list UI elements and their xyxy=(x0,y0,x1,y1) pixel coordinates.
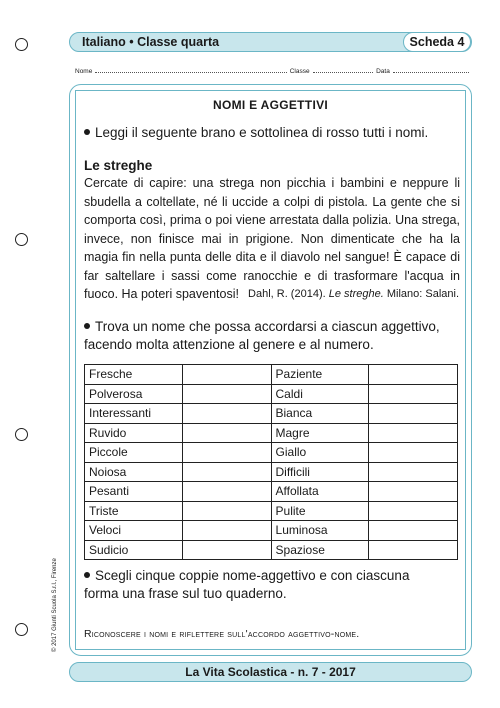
answer-cell[interactable] xyxy=(182,404,271,424)
table-row xyxy=(85,384,458,404)
table-row xyxy=(85,482,458,502)
binder-hole xyxy=(15,233,28,246)
adjective-cell: Polverosa xyxy=(85,384,183,404)
adjective-cell: Piccole xyxy=(85,443,183,463)
instruction-2-text: Trova un nome che possa accordarsi a ciascun aggettivo, facendo molta attenzione al genere e al numero. xyxy=(84,319,440,352)
adjective-cell: Veloci xyxy=(85,521,183,541)
table-row xyxy=(85,404,458,424)
subject-label: Italiano • Classe quarta xyxy=(82,35,220,49)
table-row xyxy=(85,501,458,521)
page-header xyxy=(69,32,472,52)
instruction-3 xyxy=(84,567,439,603)
student-fields xyxy=(75,67,472,75)
answer-cell[interactable] xyxy=(182,365,271,385)
table-row xyxy=(85,540,458,560)
adjective-cell: Noiosa xyxy=(85,462,183,482)
story-source xyxy=(248,288,459,300)
adjective-cell: Ruvido xyxy=(85,423,183,443)
adjective-cell: Paziente xyxy=(271,365,369,385)
adjective-cell: Bianca xyxy=(271,404,369,424)
adjective-cell: Triste xyxy=(85,501,183,521)
page-footer: La Vita Scolastica - n. 7 - 2017 xyxy=(69,662,472,682)
answer-cell[interactable] xyxy=(369,384,458,404)
table-row xyxy=(85,443,458,463)
instruction-1-text: Leggi il seguente brano e sottolinea di rosso tutti i nomi. xyxy=(95,125,429,140)
answer-cell[interactable] xyxy=(369,423,458,443)
table-row xyxy=(85,423,458,443)
answer-cell[interactable] xyxy=(182,521,271,541)
page-title: NOMI E AGGETTIVI xyxy=(212,98,329,112)
adjective-cell: Sudicio xyxy=(85,540,183,560)
source-author: Dahl, R. (2014). xyxy=(248,288,326,300)
answer-cell[interactable] xyxy=(182,501,271,521)
adjective-cell: Pulite xyxy=(271,501,369,521)
learning-objective: Riconoscere i nomi e riflettere sull'accordo aggettivo-nome. xyxy=(84,628,360,640)
story-text: Cercate di capire: una strega non picchia i bambini e neppure li sbudella a coltellate, né li uccide a colpi di pistola. La gente che si comporta così, prima o poi viene arrestata dalla polizia. Una strega, invece, non finisce mai in prigione. Non dimenticate che ha la magia fin nella punta delle dita e il diavolo nel sangue! È capace di far saltellare i sassi come ranocchie e di trasformare l'acqua in fuoco. Ha poteri spaventosi! xyxy=(84,176,460,301)
adjective-cell: Difficili xyxy=(271,462,369,482)
class-line xyxy=(313,67,374,73)
name-line xyxy=(95,67,286,73)
binder-hole xyxy=(15,623,28,636)
answer-cell[interactable] xyxy=(182,443,271,463)
adjective-cell: Caldi xyxy=(271,384,369,404)
table-row xyxy=(85,521,458,541)
answer-cell[interactable] xyxy=(369,404,458,424)
source-publisher: Milano: Salani. xyxy=(386,288,459,300)
binder-hole xyxy=(15,38,28,51)
copyright-notice: © 2017 Giunti Scuola S.r.l., Firenze xyxy=(52,558,58,652)
answer-cell[interactable] xyxy=(182,540,271,560)
sheet-badge: Scheda 4 xyxy=(403,32,471,52)
adjective-cell: Affollata xyxy=(271,482,369,502)
binder-hole xyxy=(15,428,28,441)
table-row xyxy=(85,462,458,482)
adjective-cell: Magre xyxy=(271,423,369,443)
adjective-cell: Spaziose xyxy=(271,540,369,560)
adjective-cell: Pesanti xyxy=(85,482,183,502)
instruction-1 xyxy=(84,124,469,142)
answer-cell[interactable] xyxy=(369,482,458,502)
bullet-icon xyxy=(84,129,90,135)
answer-cell[interactable] xyxy=(369,365,458,385)
class-label: Classe xyxy=(289,68,310,75)
answer-cell[interactable] xyxy=(369,443,458,463)
bullet-icon xyxy=(84,572,90,578)
adjective-cell: Luminosa xyxy=(271,521,369,541)
name-label: Nome xyxy=(75,68,93,75)
date-label: Data xyxy=(376,68,390,75)
date-line xyxy=(393,67,469,73)
answer-cell[interactable] xyxy=(369,521,458,541)
answer-cell[interactable] xyxy=(369,501,458,521)
source-title: Le streghe. xyxy=(328,288,384,300)
instruction-3-text: Scegli cinque coppie nome-aggettivo e con ciascuna forma una frase sul tuo quaderno. xyxy=(84,568,410,601)
answer-cell[interactable] xyxy=(182,462,271,482)
instruction-2 xyxy=(84,318,462,354)
answer-cell[interactable] xyxy=(369,462,458,482)
bullet-icon xyxy=(84,323,90,329)
adjectives-table xyxy=(84,364,458,560)
table-row xyxy=(85,365,458,385)
story-title: Le streghe xyxy=(84,158,153,173)
answer-cell[interactable] xyxy=(182,482,271,502)
answer-cell[interactable] xyxy=(369,540,458,560)
adjective-cell: Interessanti xyxy=(85,404,183,424)
answer-cell[interactable] xyxy=(182,423,271,443)
adjective-cell: Fresche xyxy=(85,365,183,385)
answer-cell[interactable] xyxy=(182,384,271,404)
adjective-cell: Giallo xyxy=(271,443,369,463)
